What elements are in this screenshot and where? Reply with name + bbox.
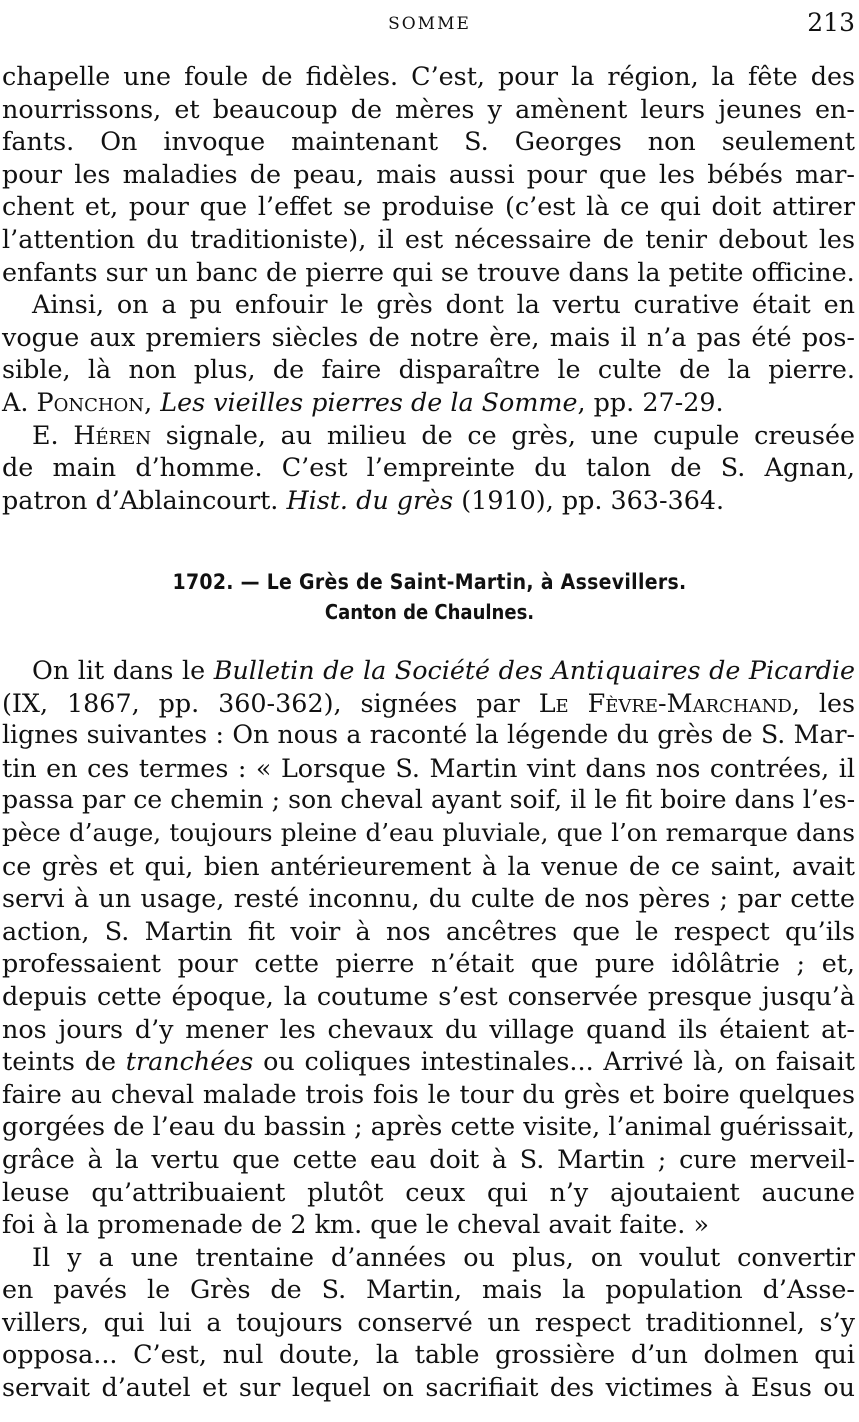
section-title: 1702. — Le Grès de Saint-Martin, à Assevillers. [172,570,687,594]
text-line: l’attention du traditioniste), il est nécessaire de tenir debout les [2,223,855,254]
author-name: Héren [73,419,152,450]
author-name: Le Fèvre-Marchand [538,687,792,718]
page-header [0,8,859,40]
running-title: SOMME [388,14,471,34]
paragraph-main [2,654,855,1404]
text-line: On lit dans le Bulletin de la Société des Antiquaires de Picardie [32,655,855,685]
text-line: E. Héren signale, au milieu de ce grès, une cupule creusée [32,419,855,450]
text-line: fants. On invoque maintenant S. Georges non seulement [2,126,855,157]
text-line: villers, qui lui a toujours conservé un respect traditionnel, s’y [2,1306,855,1337]
text-line: sible, là non plus, de faire disparaître le culte de la pierre. [2,354,855,385]
text-line: chent et, pour que l’effet se produise (c’est là ce qui doit attirer [2,191,855,222]
text-line: tin en ces termes : « Lorsque S. Martin vint dans nos contrées, il [2,752,855,783]
text-line: opposa... C’est, nul doute, la table grossière d’un dolmen qui [2,1339,855,1370]
text-line: en pavés le Grès de S. Martin, mais la population d’Asse- [2,1274,855,1305]
text-line: action, S. Martin fit voir à nos ancêtres que le respect qu’ils [2,915,855,946]
paragraph-continuation [2,60,855,516]
text-line: depuis cette époque, la coutume s’est conservée presque jusqu’à [2,980,855,1011]
text-line: vogue aux premiers siècles de notre ère, mais il n’a pas été pos- [2,321,855,352]
text-line: servi à un usage, resté inconnu, du culte de nos pères ; par cette [2,883,855,914]
text-line: grâce à la vertu que cette eau doit à S. Martin ; cure merveil- [2,1143,855,1174]
reference-line: A. Ponchon, Les vieilles pierres de la Somme, pp. 27-29. [2,386,724,417]
text-line: patron d’Ablaincourt. Hist. du grès (1910), pp. 363-364. [2,484,725,515]
work-title: Bulletin de la Société des Antiquaires de Picardie [213,655,855,685]
text-line: leuse qu’attribuaient plutôt ceux qui n’y ajoutaient aucune [2,1176,855,1207]
text-line: professaient pour cette pierre n’était que pure idôlâtrie ; et, [2,948,855,979]
text-line: pèce d’auge, toujours pleine d’eau pluviale, que l’on remarque dans [2,817,855,847]
text-line: passa par ce chemin ; son cheval ayant soif, il le fit boire dans l’es- [2,785,856,815]
text-line: Ainsi, on a pu enfouir le grès dont la vertu curative était en [32,289,855,320]
work-title: Les vieilles pierres de la Somme [160,386,578,417]
text-line: teints de tranchées ou coliques intestinales... Arrivé là, on faisait [2,1046,856,1077]
text-line: nourrissons, et beaucoup de mères y amènent leurs jeunes en- [2,93,855,124]
text-line: pour les maladies de peau, mais aussi pour que les bébés mar- [2,158,855,189]
text-line: lignes suivantes : On nous a raconté la légende du grès de S. Mar- [2,720,855,750]
text-line: enfants sur un banc de pierre qui se trouve dans la petite officine. [2,256,855,287]
text-line: faire au cheval malade trois fois le tour du grès et boire quelques [2,1078,855,1109]
italic-term: tranchées [125,1046,254,1077]
text-line: nos jours d’y mener les chevaux du village quand ils étaient at- [2,1013,855,1044]
section-subtitle: Canton de Chaulnes. [324,600,535,624]
text-line: servait d’autel et sur lequel on sacrifiait des victimes à Esus ou [2,1372,855,1403]
text-line: de main d’homme. C’est l’empreinte du talon de S. Agnan, [2,452,855,483]
page-number: 213 [807,8,855,37]
text-line: (IX, 1867, pp. 360-362), signées par Le Fèvre-Marchand, les [2,687,856,718]
text-line: Il y a une trentaine d’années ou plus, on voulut convertir [32,1241,855,1272]
work-title: Hist. du grès [286,484,454,515]
author-name: Ponchon [36,386,145,417]
section-heading [0,570,859,624]
text-line: foi à la promenade de 2 km. que le cheval avait faite. » [2,1209,709,1240]
text-line: chapelle une foule de fidèles. C’est, pour la région, la fête des [2,61,855,91]
text-line: ce grès et qui, bien antérieurement à la venue de ce saint, avait [2,850,855,881]
text-line: gorgées de l’eau du bassin ; après cette visite, l’animal guérissait, [2,1111,855,1142]
